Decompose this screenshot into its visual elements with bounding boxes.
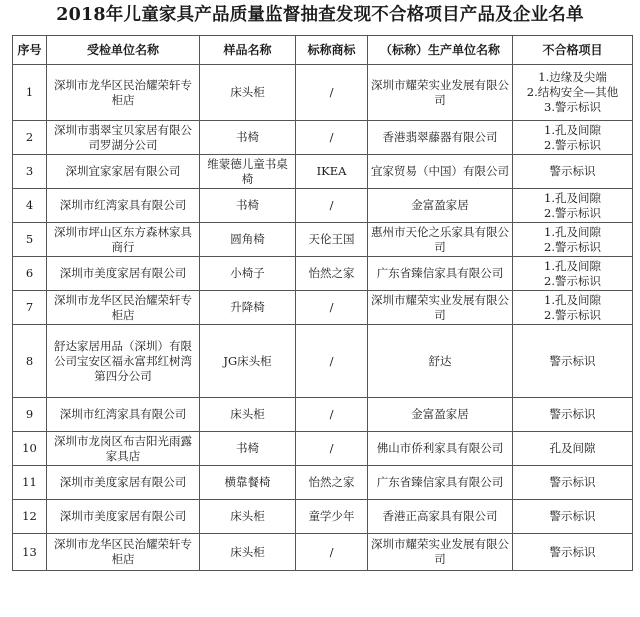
cell-sample-name: 横靠餐椅 xyxy=(200,466,296,500)
header-serial-no: 序号 xyxy=(13,36,47,65)
nonconforming-item: 1.孔及间隙 xyxy=(544,190,601,205)
cell-serial-no: 4 xyxy=(13,189,47,223)
cell-sample-name: 圆角椅 xyxy=(200,223,296,257)
cell-manufacturer: 金富盈家居 xyxy=(368,398,513,432)
header-nonconforming-items: 不合格项目 xyxy=(513,36,633,65)
table-row xyxy=(13,325,633,398)
cell-inspected-unit: 深圳市红湾家具有限公司 xyxy=(47,189,200,223)
nonconforming-item: 2.警示标识 xyxy=(544,137,601,152)
cell-trademark: / xyxy=(296,534,368,571)
table-row xyxy=(13,466,633,500)
cell-serial-no: 1 xyxy=(13,65,47,121)
cell-serial-no: 12 xyxy=(13,500,47,534)
cell-serial-no: 10 xyxy=(13,432,47,466)
cell-trademark: 怡然之家 xyxy=(296,257,368,291)
cell-nonconforming-items xyxy=(513,398,633,432)
cell-inspected-unit: 深圳市龙华区民治耀荣轩专柜店 xyxy=(47,291,200,325)
cell-nonconforming-items xyxy=(513,466,633,500)
table-row xyxy=(13,534,633,571)
watermark-logo xyxy=(633,605,636,615)
cell-sample-name: 床头柜 xyxy=(200,398,296,432)
cell-serial-no: 13 xyxy=(13,534,47,571)
table-row xyxy=(13,65,633,121)
cell-manufacturer: 惠州市天伦之乐家具有限公司 xyxy=(368,223,513,257)
cell-serial-no: 6 xyxy=(13,257,47,291)
cell-sample-name: 床头柜 xyxy=(200,534,296,571)
cell-trademark: / xyxy=(296,291,368,325)
cell-inspected-unit: 深圳宜家家居有限公司 xyxy=(47,155,200,189)
cell-sample-name: 床头柜 xyxy=(200,65,296,121)
cell-sample-name: 维蒙德儿童书桌椅 xyxy=(200,155,296,189)
nonconforming-products-table xyxy=(12,35,633,571)
cell-serial-no: 8 xyxy=(13,325,47,398)
header-sample-name: 样品名称 xyxy=(200,36,296,65)
cell-sample-name: 书椅 xyxy=(200,432,296,466)
nonconforming-item: 3.警示标识 xyxy=(544,100,601,114)
cell-nonconforming-items xyxy=(513,121,633,155)
cell-manufacturer: 深圳市耀荣实业发展有限公司 xyxy=(368,291,513,325)
cell-trademark: / xyxy=(296,398,368,432)
nonconforming-item: 2.警示标识 xyxy=(544,205,601,220)
nonconforming-item: 警示标识 xyxy=(549,544,596,559)
cell-trademark: IKEA xyxy=(296,155,368,189)
cell-trademark: / xyxy=(296,432,368,466)
cell-manufacturer: 佛山市侨利家具有限公司 xyxy=(368,432,513,466)
cell-serial-no: 5 xyxy=(13,223,47,257)
cell-serial-no: 7 xyxy=(13,291,47,325)
nonconforming-item: 2.警示标识 xyxy=(544,239,601,254)
cell-inspected-unit: 深圳市美度家居有限公司 xyxy=(47,500,200,534)
nonconforming-item: 孔及间隙 xyxy=(549,441,596,455)
table-row xyxy=(13,500,633,534)
cell-manufacturer: 深圳市耀荣实业发展有限公司 xyxy=(368,534,513,571)
nonconforming-item: 1.孔及间隙 xyxy=(544,224,601,239)
table-row xyxy=(13,291,633,325)
cell-inspected-unit: 深圳市美度家居有限公司 xyxy=(47,257,200,291)
cell-nonconforming-items xyxy=(513,534,633,571)
cell-inspected-unit: 深圳市龙岗区布吉阳光雨露家具店 xyxy=(47,432,200,466)
nonconforming-item: 1.孔及间隙 xyxy=(544,292,601,307)
cell-sample-name: 小椅子 xyxy=(200,257,296,291)
nonconforming-item: 1.边缘及尖端 xyxy=(538,70,607,84)
cell-inspected-unit: 深圳市美度家居有限公司 xyxy=(47,466,200,500)
cell-trademark: 怡然之家 xyxy=(296,466,368,500)
cell-serial-no: 2 xyxy=(13,121,47,155)
nonconforming-item: 警示标识 xyxy=(549,407,596,421)
cell-manufacturer: 广东省臻信家具有限公司 xyxy=(368,257,513,291)
nonconforming-item: 2.警示标识 xyxy=(544,273,601,288)
cell-manufacturer: 广东省臻信家具有限公司 xyxy=(368,466,513,500)
table-row xyxy=(13,223,633,257)
cell-nonconforming-items xyxy=(513,189,633,223)
cell-nonconforming-items xyxy=(513,65,633,121)
cell-sample-name: 书椅 xyxy=(200,189,296,223)
cell-nonconforming-items xyxy=(513,291,633,325)
cell-nonconforming-items xyxy=(513,325,633,398)
cell-sample-name: 书椅 xyxy=(200,121,296,155)
table-header-row xyxy=(13,36,633,65)
cell-trademark: / xyxy=(296,65,368,121)
cell-manufacturer: 舒达 xyxy=(368,325,513,398)
table-row xyxy=(13,398,633,432)
nonconforming-item: 2.警示标识 xyxy=(544,307,601,322)
cell-trademark: 天伦王国 xyxy=(296,223,368,257)
table-row xyxy=(13,189,633,223)
cell-serial-no: 11 xyxy=(13,466,47,500)
header-inspected-unit: 受检单位名称 xyxy=(47,36,200,65)
cell-nonconforming-items xyxy=(513,257,633,291)
nonconforming-item: 警示标识 xyxy=(549,164,596,178)
cell-nonconforming-items xyxy=(513,223,633,257)
cell-inspected-unit: 深圳市龙华区民治耀荣轩专柜店 xyxy=(47,534,200,571)
cell-sample-name: 床头柜 xyxy=(200,500,296,534)
cell-trademark: / xyxy=(296,121,368,155)
cell-inspected-unit: 舒达家居用品（深圳）有限公司宝安区福永富邦红树湾第四分公司 xyxy=(47,325,200,398)
cell-manufacturer: 金富盈家居 xyxy=(368,189,513,223)
document-title: 2018年儿童家具产品质量监督抽查发现不合格项目产品及企业名单 xyxy=(56,5,584,25)
cell-inspected-unit: 深圳市红湾家具有限公司 xyxy=(47,398,200,432)
nonconforming-item: 警示标识 xyxy=(549,475,596,489)
cell-inspected-unit: 深圳市翡翠宝贝家居有限公司罗湖分公司 xyxy=(47,121,200,155)
cell-nonconforming-items xyxy=(513,432,633,466)
nonconforming-item: 1.孔及间隙 xyxy=(544,258,601,273)
cell-manufacturer: 香港正高家具有限公司 xyxy=(368,500,513,534)
table-row xyxy=(13,121,633,155)
nonconforming-item: 1.孔及间隙 xyxy=(544,122,601,137)
header-manufacturer: （标称）生产单位名称 xyxy=(368,36,513,65)
cell-serial-no: 3 xyxy=(13,155,47,189)
table-row xyxy=(13,257,633,291)
nonconforming-item: 警示标识 xyxy=(549,509,596,523)
cell-inspected-unit: 深圳市龙华区民治耀荣轩专柜店 xyxy=(47,65,200,121)
cell-inspected-unit: 深圳市坪山区东方森林家具商行 xyxy=(47,223,200,257)
cell-manufacturer: 香港翡翠藤器有限公司 xyxy=(368,121,513,155)
cell-nonconforming-items xyxy=(513,155,633,189)
cell-manufacturer: 深圳市耀荣实业发展有限公司 xyxy=(368,65,513,121)
cell-manufacturer: 宜家贸易（中国）有限公司 xyxy=(368,155,513,189)
nonconforming-item: 2.结构安全—其他 xyxy=(526,85,619,99)
nonconforming-item: 警示标识 xyxy=(549,353,596,368)
header-trademark: 标称商标 xyxy=(296,36,368,65)
table-row xyxy=(13,432,633,466)
table-row xyxy=(13,155,633,189)
cell-trademark: 童学少年 xyxy=(296,500,368,534)
cell-sample-name: 升降椅 xyxy=(200,291,296,325)
cell-nonconforming-items xyxy=(513,500,633,534)
cell-sample-name: JG床头柜 xyxy=(200,325,296,398)
cell-trademark: / xyxy=(296,325,368,398)
cell-serial-no: 9 xyxy=(13,398,47,432)
cell-trademark: / xyxy=(296,189,368,223)
